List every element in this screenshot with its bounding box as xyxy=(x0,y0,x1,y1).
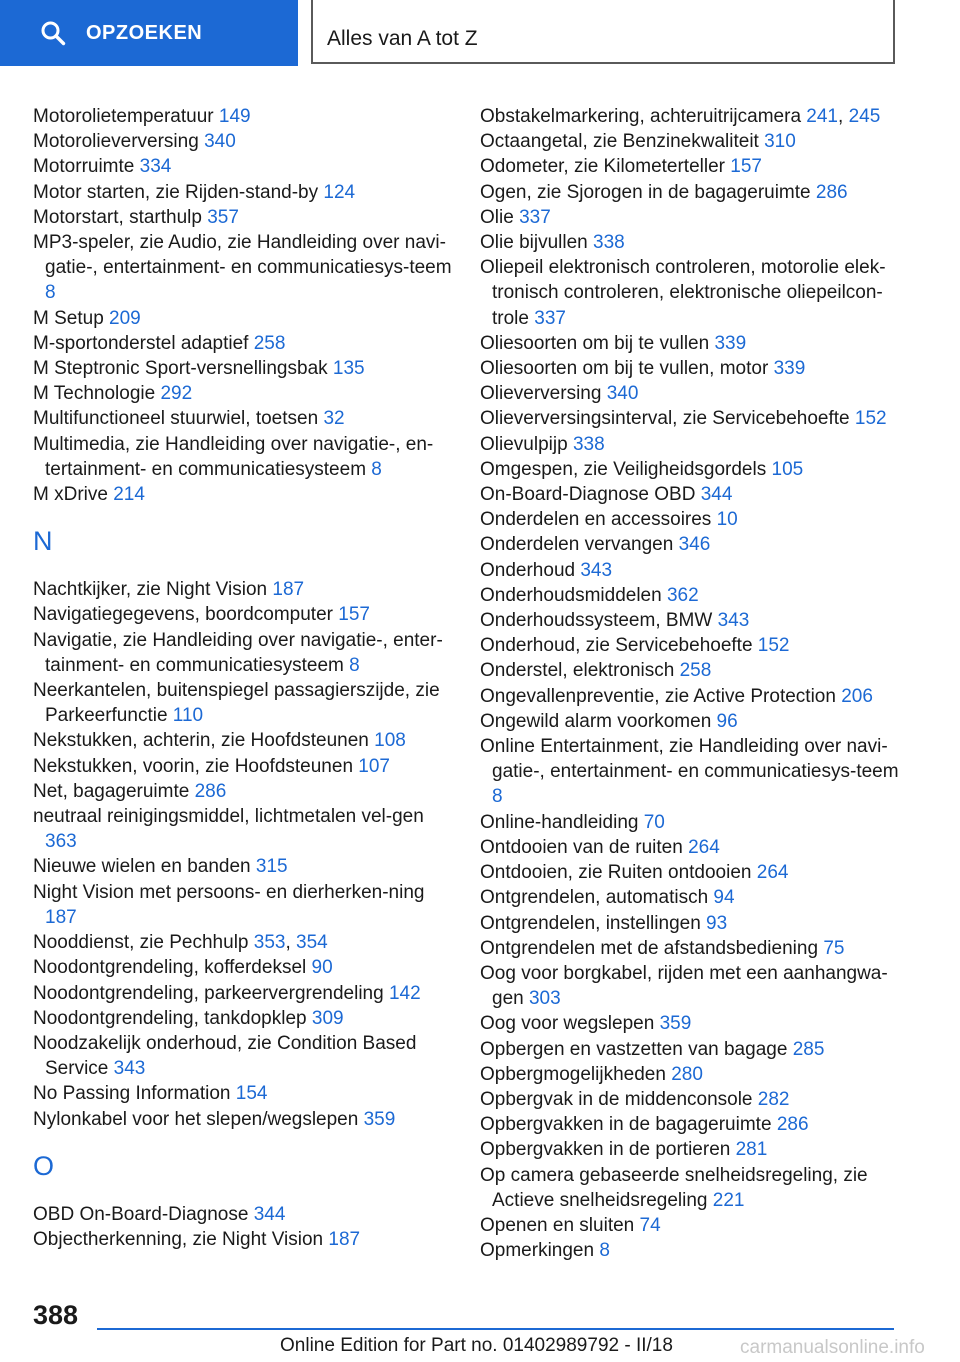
index-entry xyxy=(33,482,453,507)
index-entry-text: Opbergvakken in de portieren xyxy=(480,1139,731,1161)
index-entry-text: Motorstart, starthulp xyxy=(33,206,202,228)
index-entry xyxy=(480,457,900,482)
page-link[interactable]: 157 xyxy=(730,156,762,178)
index-entry-text: Nylonkabel voor het slepen/wegslepen xyxy=(33,1108,359,1130)
page-link[interactable]: 8 xyxy=(349,654,360,676)
index-entry-text: Nieuwe wielen en banden xyxy=(33,856,251,878)
page-link[interactable]: 343 xyxy=(113,1058,146,1080)
page-link[interactable]: 286 xyxy=(776,1114,809,1136)
index-entry-text: Motor starten, zie Rijden-stand-by xyxy=(33,181,319,203)
page-link[interactable]: 309 xyxy=(311,1007,344,1029)
index-entry xyxy=(33,955,453,980)
index-entry xyxy=(33,1081,453,1106)
index-entry-text: Onderhoudsmiddelen xyxy=(480,584,662,606)
index-entry xyxy=(480,356,900,381)
index-entry-text: Ongevallenpreventie, zie Active Protection xyxy=(480,685,836,707)
index-entry xyxy=(480,885,900,910)
page-link[interactable]: 310 xyxy=(764,131,796,153)
index-entry-text: Motorolieverversing xyxy=(33,131,199,153)
index-entry xyxy=(33,406,453,431)
index-entry-text: Onderhoud, zie Servicebehoefte xyxy=(480,635,753,657)
index-entry-text: Oog voor wegslepen xyxy=(480,1013,655,1035)
index-entry xyxy=(33,880,453,930)
index-entry xyxy=(480,633,900,658)
page-link[interactable]: 90 xyxy=(311,957,333,979)
page-link[interactable]: 70 xyxy=(643,811,665,833)
page-link[interactable]: 337 xyxy=(519,206,551,228)
index-entry-text: Olie bijvullen xyxy=(480,232,588,254)
page-link[interactable]: 8 xyxy=(371,458,382,480)
index-entry xyxy=(480,608,900,633)
page-link[interactable]: 359 xyxy=(363,1108,396,1130)
index-entry-text: Ontgrendelen met de afstandsbediening xyxy=(480,937,819,959)
page-link[interactable]: 292 xyxy=(160,383,193,405)
index-entry-text: Opbergvak in de middenconsole xyxy=(480,1088,753,1110)
index-entry: Nooddienst, zie Pechhulp 353, 354 xyxy=(33,932,328,954)
index-entry-text: Ongewild alarm voorkomen xyxy=(480,710,712,732)
index-entry xyxy=(33,754,453,779)
index-entry-text: Nekstukken, achterin, zie Hoofdsteunen xyxy=(33,730,369,752)
index-entry-text: Olieverversing xyxy=(480,383,602,405)
header xyxy=(0,0,960,66)
page-link[interactable]: 363 xyxy=(45,831,77,853)
index-entry-text: Noodontgrendeling, parkeervergrendeling xyxy=(33,982,384,1004)
index-entry xyxy=(33,381,453,406)
index-entry xyxy=(480,532,900,557)
footer-divider xyxy=(97,1328,894,1330)
page-link[interactable]: 152 xyxy=(854,408,887,430)
index-entry xyxy=(480,180,900,205)
page-link[interactable]: 32 xyxy=(323,408,345,430)
index-entry-text: Oliesoorten om bij te vullen xyxy=(480,332,710,354)
page-link[interactable]: 315 xyxy=(255,856,288,878)
index-entry-text: Obstakelmarkering, achteruitrijcamera xyxy=(480,106,802,127)
index-entry-text: Olieverversingsinterval, zie Servicebehoefte xyxy=(480,408,850,430)
page-link[interactable]: 10 xyxy=(716,509,738,531)
index-entry-text: Online-handleiding xyxy=(480,811,639,833)
index-entry: Obstakelmarkering, achteruitrijcamera 241, 245 xyxy=(480,106,881,127)
watermark: carmanualsonline.info xyxy=(740,1337,925,1358)
index-entry-text: Noodzakelijk onderhoud, zie Condition Based Service xyxy=(33,1032,417,1080)
index-column-left xyxy=(33,104,453,1252)
page-link[interactable]: 157 xyxy=(338,604,370,626)
page-link[interactable]: 94 xyxy=(713,887,735,909)
index-entry xyxy=(33,628,453,678)
page-link[interactable]: 258 xyxy=(679,660,712,682)
index-entry-text: Olievulpijp xyxy=(480,433,568,455)
index-entry-text: M Steptronic Sport-versnellingsbak xyxy=(33,358,328,380)
page-link[interactable]: 344 xyxy=(253,1203,286,1225)
page-link[interactable]: 8 xyxy=(45,282,56,304)
index-entry-text: Op camera gebaseerde snelheidsregeling, zie Actieve snelheidsregeling xyxy=(480,1164,868,1211)
index-entry xyxy=(33,577,453,602)
index-entry-text: Octaangetal, zie Benzinekwaliteit xyxy=(480,131,759,153)
index-entry xyxy=(33,1006,453,1031)
page-link[interactable]: 245 xyxy=(848,106,881,127)
index-entry-text: M Setup xyxy=(33,307,104,329)
index-entry-text: Motorolietemperatuur xyxy=(33,106,214,127)
index-entry xyxy=(480,860,900,885)
index-entry xyxy=(480,1238,900,1263)
page-link[interactable]: 135 xyxy=(332,358,365,380)
page-link[interactable]: 357 xyxy=(207,206,239,228)
page-link[interactable]: 152 xyxy=(757,635,790,657)
page-link[interactable]: 8 xyxy=(599,1240,610,1262)
index-entry xyxy=(33,1031,453,1081)
index-entry xyxy=(480,835,900,860)
index-entry xyxy=(33,1107,453,1132)
index-entry-text: Onderdelen en accessoires xyxy=(480,509,712,531)
page-link[interactable]: 334 xyxy=(139,156,172,178)
index-entry xyxy=(33,602,453,627)
search-icon xyxy=(40,20,66,46)
index-entry-text: No Passing Information xyxy=(33,1083,231,1105)
page-link[interactable]: 93 xyxy=(706,912,728,934)
page-link[interactable]: 282 xyxy=(757,1088,790,1110)
page-link[interactable]: 285 xyxy=(792,1038,825,1060)
index-entry-text: Onderhoudssysteem, BMW xyxy=(480,610,713,632)
page-link[interactable]: 187 xyxy=(272,579,305,601)
page-link[interactable]: 96 xyxy=(716,710,738,732)
index-entry xyxy=(480,1112,900,1137)
breadcrumb[interactable] xyxy=(311,0,895,64)
index-entry xyxy=(480,331,900,356)
index-entry xyxy=(480,1011,900,1036)
index-entry xyxy=(480,558,900,583)
index-entry-text: MP3-speler, zie Audio, zie Handleiding over navi-gatie-, entertainment- en communicatiesys-teem xyxy=(33,232,452,279)
index-entry xyxy=(480,507,900,532)
page-link[interactable]: 339 xyxy=(773,358,806,380)
index-entry-text: Nekstukken, voorin, zie Hoofdsteunen xyxy=(33,755,354,777)
page-link[interactable]: 110 xyxy=(172,705,204,727)
index-entry xyxy=(480,1062,900,1087)
index-entry-text: Opbergen en vastzetten van bagage xyxy=(480,1038,788,1060)
footer-edition: Online Edition for Part no. 01402989792 - II/18 xyxy=(280,1335,673,1356)
page-link[interactable]: 340 xyxy=(204,131,236,153)
page-link[interactable]: 303 xyxy=(528,988,561,1010)
page-link[interactable]: 209 xyxy=(109,307,141,329)
index-entry-text: Ontdooien van de ruiten xyxy=(480,836,683,858)
index-entry xyxy=(33,1227,453,1252)
index-entry xyxy=(33,981,453,1006)
page-link[interactable]: 339 xyxy=(714,332,747,354)
page-link[interactable]: 206 xyxy=(841,685,873,707)
index-entry xyxy=(480,810,900,835)
index-entry xyxy=(33,804,453,854)
index-entry-text: Neerkantelen, buitenspiegel passagierszijde, zie Parkeerfunctie xyxy=(33,680,440,727)
index-entry xyxy=(33,854,453,879)
page-link[interactable]: 142 xyxy=(388,982,421,1004)
index-entry-text: Odometer, zie Kilometerteller xyxy=(480,156,725,178)
index-entry xyxy=(480,154,900,179)
index-entry xyxy=(480,230,900,255)
index-entry-text: M xDrive xyxy=(33,484,108,506)
index-entry xyxy=(480,381,900,406)
index-entry-text: M-sportonderstel adaptief xyxy=(33,332,249,354)
search-button[interactable] xyxy=(0,0,298,66)
page-link[interactable]: 8 xyxy=(492,786,503,808)
page-link[interactable]: 286 xyxy=(815,181,848,203)
index-entry xyxy=(480,255,900,331)
page-link[interactable]: 214 xyxy=(113,484,145,506)
index-entry-text: M Technologie xyxy=(33,383,156,405)
index-entry-text: Online Entertainment, zie Handleiding over navi-gatie-, entertainment- en communicatiesys-teem xyxy=(480,736,899,783)
index-entry-text: Oliesoorten om bij te vullen, motor xyxy=(480,358,769,380)
index-entry-text: Nachtkijker, zie Night Vision xyxy=(33,579,268,601)
page-link[interactable]: 353 xyxy=(253,932,286,954)
index-entry xyxy=(480,709,900,734)
index-entry xyxy=(33,180,453,205)
page-link[interactable]: 359 xyxy=(659,1013,692,1035)
index-entry-text: Opbergvakken in de bagageruimte xyxy=(480,1114,772,1136)
index-entry xyxy=(33,331,453,356)
index-entry xyxy=(480,583,900,608)
section-letter: N xyxy=(33,526,53,557)
index-entry-text: Noodontgrendeling, tankdopklep xyxy=(33,1007,307,1029)
index-entry-text: Onderhoud xyxy=(480,559,576,581)
index-entry xyxy=(33,356,453,381)
index-entry-text: Ontgrendelen, instellingen xyxy=(480,912,701,934)
index-entry-text: Openen en sluiten xyxy=(480,1214,635,1236)
breadcrumb-label: Alles van A tot Z xyxy=(327,27,478,50)
index-entry xyxy=(33,230,453,306)
page-link[interactable]: 281 xyxy=(735,1139,768,1161)
index-entry xyxy=(480,482,900,507)
index-entry-text: Omgespen, zie Veiligheidsgordels xyxy=(480,458,767,480)
index-entry xyxy=(480,936,900,961)
page-link[interactable]: 74 xyxy=(639,1214,661,1236)
page-link[interactable]: 149 xyxy=(218,106,251,127)
index-entry xyxy=(480,961,900,1011)
page-link[interactable]: 286 xyxy=(194,780,227,802)
index-entry xyxy=(480,432,900,457)
page-link[interactable]: 264 xyxy=(688,836,720,858)
page-link[interactable]: 108 xyxy=(374,730,406,752)
index-entry xyxy=(480,205,900,230)
page-link[interactable]: 154 xyxy=(235,1083,268,1105)
page-link[interactable]: 221 xyxy=(712,1189,745,1211)
index-entry-text: Net, bagageruimte xyxy=(33,780,190,802)
index-entry xyxy=(480,658,900,683)
index-entry xyxy=(33,205,453,230)
page-link[interactable]: 344 xyxy=(700,484,733,506)
index-entry-text: Ontdooien, zie Ruiten ontdooien xyxy=(480,862,752,884)
index-entry-text: Ogen, zie Sjorogen in de bagageruimte xyxy=(480,181,811,203)
page-link[interactable]: 264 xyxy=(756,862,789,884)
index-entry-text: Motorruimte xyxy=(33,156,135,178)
index-entry xyxy=(33,104,453,129)
index-entry-text: Ontgrendelen, automatisch xyxy=(480,887,709,909)
page-link[interactable]: 343 xyxy=(580,559,613,581)
index-entry xyxy=(33,306,453,331)
index-entry-text: Oog voor borgkabel, rijden met een aanhangwa-gen xyxy=(480,962,888,1010)
page-link[interactable]: 337 xyxy=(534,307,566,329)
search-button-label: OPZOEKEN xyxy=(86,21,203,44)
index-entry-text: Night Vision met persoons- en dierherken-ning xyxy=(33,881,425,903)
index-entry xyxy=(33,678,453,728)
page-link[interactable]: 343 xyxy=(717,610,750,632)
index-entry xyxy=(480,1087,900,1112)
page-link[interactable]: 340 xyxy=(606,383,639,405)
section-letter: O xyxy=(33,1150,55,1181)
page-link[interactable]: 124 xyxy=(323,181,356,203)
page-link[interactable]: 346 xyxy=(678,534,711,556)
page-link[interactable]: 354 xyxy=(296,932,328,954)
index-entry-text: Noodontgrendeling, kofferdeksel xyxy=(33,957,307,979)
index-entry-text: Nooddienst, zie Pechhulp xyxy=(33,932,249,954)
page-link[interactable]: 338 xyxy=(593,232,625,254)
index-entry-text: Opbergmogelijkheden xyxy=(480,1063,666,1085)
index-entry xyxy=(480,1037,900,1062)
index-entry-text: Multifunctioneel stuurwiel, toetsen xyxy=(33,408,319,430)
index-entry-text: Navigatie, zie Handleiding over navigatie-, enter-tainment- en communicatiesysteem xyxy=(33,629,443,676)
index-entry xyxy=(33,779,453,804)
page-link[interactable]: 187 xyxy=(328,1228,361,1250)
page-number: 388 xyxy=(33,1300,79,1330)
index-entry-text: Navigatiegegevens, boordcomputer xyxy=(33,604,333,626)
index-entry xyxy=(480,406,900,431)
index-entry-text: Objectherkenning, zie Night Vision xyxy=(33,1228,324,1250)
index-entry xyxy=(480,1163,900,1213)
index-entry xyxy=(33,154,453,179)
index-entry xyxy=(480,1213,900,1238)
index-entry xyxy=(480,911,900,936)
page-link[interactable]: 241 xyxy=(806,106,838,127)
page-link[interactable]: 105 xyxy=(771,458,804,480)
index-entry-text: OBD On-Board-Diagnose xyxy=(33,1203,249,1225)
index-entry xyxy=(33,432,453,482)
page-link[interactable]: 258 xyxy=(253,332,286,354)
index-entry-text: Opmerkingen xyxy=(480,1240,595,1262)
page-link[interactable]: 280 xyxy=(671,1063,703,1085)
index-entry-text: Onderstel, elektronisch xyxy=(480,660,675,682)
index-entry-text: On-Board-Diagnose OBD xyxy=(480,484,696,506)
page-link[interactable]: 362 xyxy=(666,584,699,606)
page-link[interactable]: 187 xyxy=(45,906,77,928)
index-column-right xyxy=(480,104,900,1263)
page-link[interactable]: 107 xyxy=(358,755,390,777)
index-entry-text: Multimedia, zie Handleiding over navigatie-, en-tertainment- en communicatiesysteem xyxy=(33,433,434,480)
page-link[interactable]: 338 xyxy=(572,433,605,455)
index-entry xyxy=(33,129,453,154)
index-entry-text: Onderdelen vervangen xyxy=(480,534,674,556)
index-entry-text: Oliepeil elektronisch controleren, motorolie elek-tronisch controleren, elektronische oliepeilcon-trole xyxy=(480,257,886,329)
index-entry xyxy=(480,734,900,810)
index-entry-text: neutraal reinigingsmiddel, lichtmetalen vel-gen xyxy=(33,806,424,828)
index-entry xyxy=(480,1137,900,1162)
index-entry-text: Olie xyxy=(480,206,514,228)
page-link[interactable]: 75 xyxy=(823,937,845,959)
index-entry xyxy=(480,129,900,154)
index-entry xyxy=(33,728,453,753)
index-entry xyxy=(33,1202,453,1227)
index-entry xyxy=(480,684,900,709)
